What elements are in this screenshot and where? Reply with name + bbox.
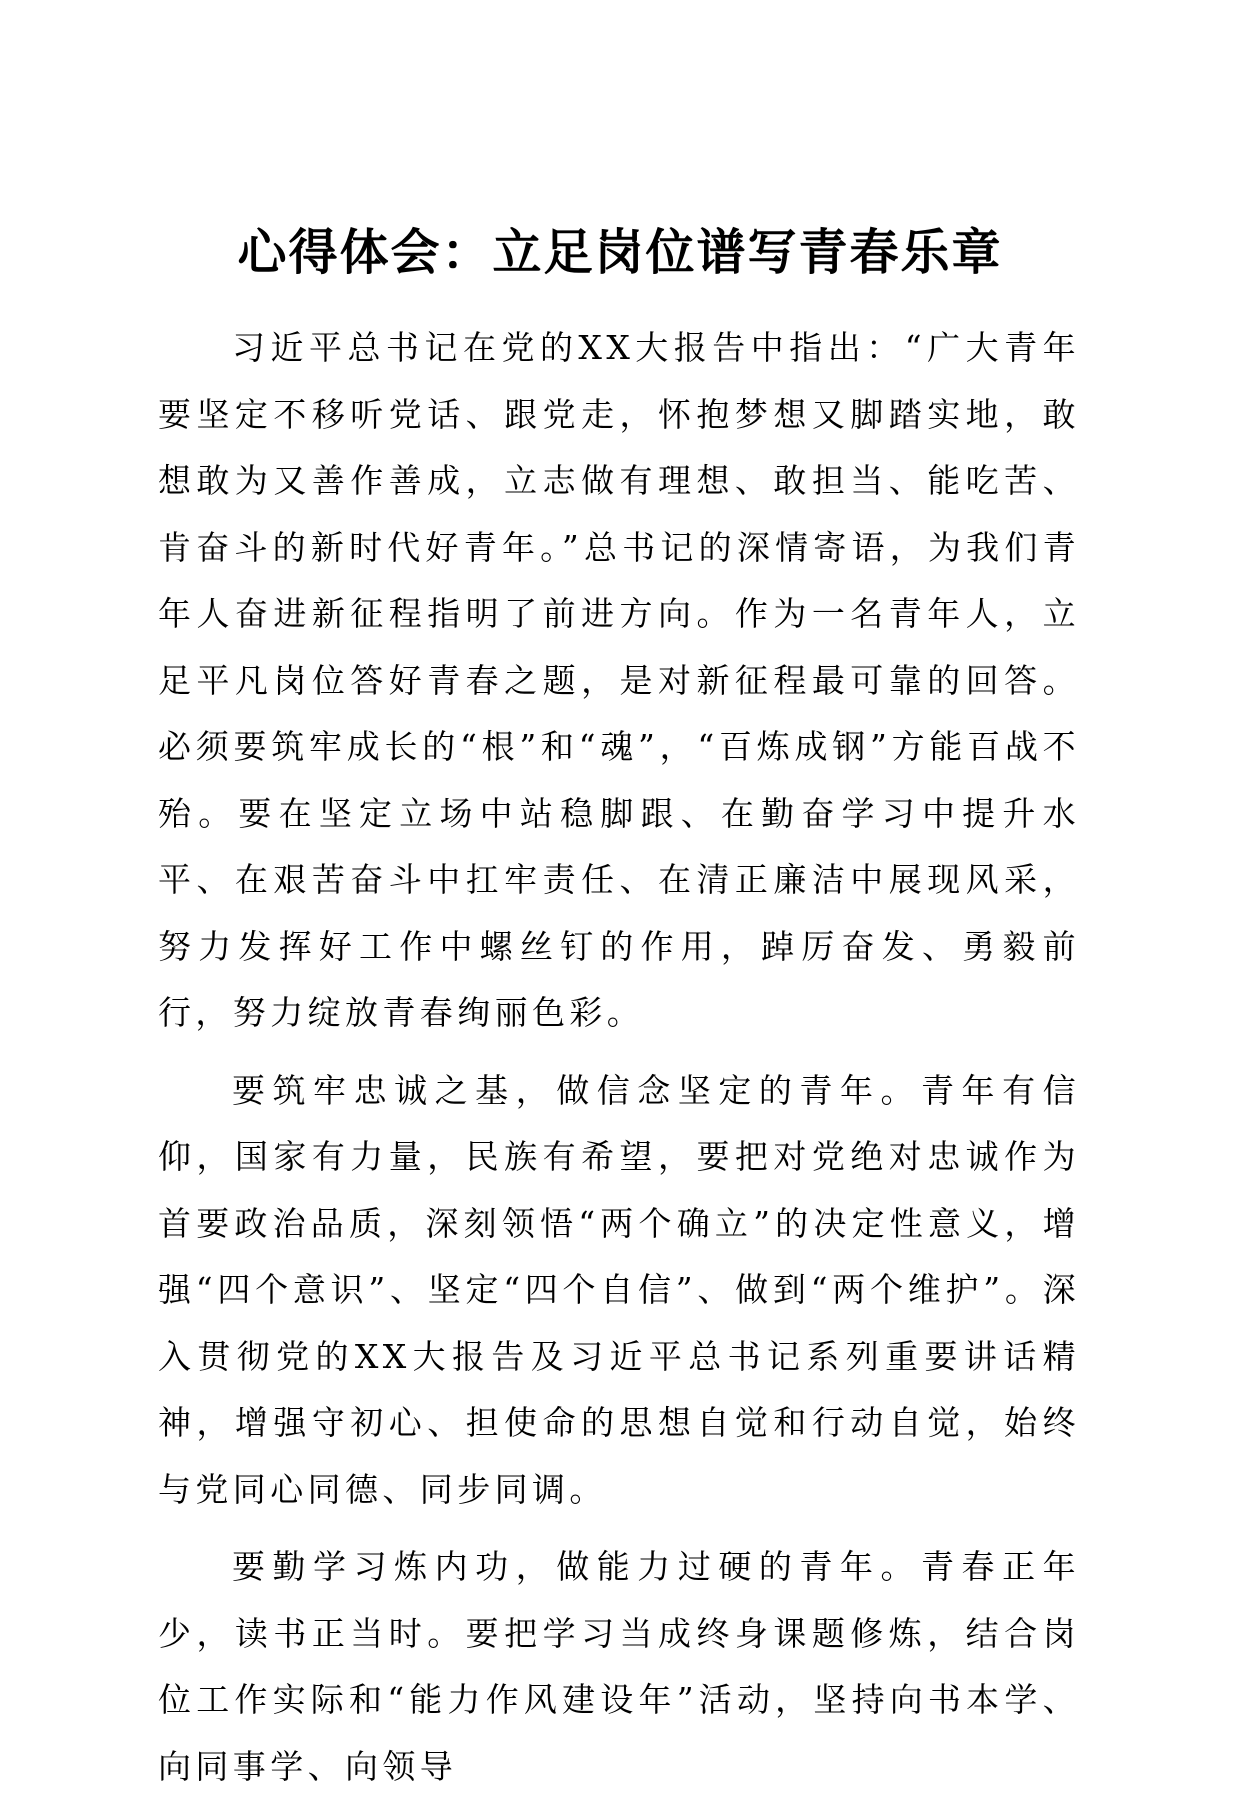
paragraph-3: 要勤学习炼内功，做能力过硬的青年。青春正年少，读书正当时。要把学习当成终身课题修炼，结合岗位工作实际和“能力作风建设年”活动，坚持向书本学、向同事学、向领导 [158,1547,1080,1786]
document-body [158,315,1080,1811]
document-title: 心得体会：立足岗位谱写青春乐章 [237,223,1003,281]
paragraph-1: 习近平总书记在党的XX大报告中指出：“广大青年要坚定不移听党话、跟党走，怀抱梦想又脚踏实地，敢想敢为又善作善成，立志做有理想、敢担当、能吃苦、肯奋斗的新时代好青年。”总书记的深情寄语，为我们青年人奋进新征程指明了前进方向。作为一名青年人，立足平凡岗位答好青春之题，是对新征程最可靠的回答。必须要筑牢成长的“根”和“魂”，“百炼成钢”方能百战不殆。要在坚定立场中站稳脚跟、在勤奋学习中提升水平、在艰苦奋斗中扛牢责任、在清正廉洁中展现风采，努力发挥好工作中螺丝钉的作用，踔厉奋发、勇毅前行，努力绽放青春绚丽色彩。 [158,328,1080,1032]
paragraph-2: 要筑牢忠诚之基，做信念坚定的青年。青年有信仰，国家有力量，民族有希望，要把对党绝对忠诚作为首要政治品质，深刻领悟“两个确立”的决定性意义，增强“四个意识”、坚定“四个自信”、做到“两个维护”。深入贯彻党的XX大报告及习近平总书记系列重要讲话精神，增强守初心、担使命的思想自觉和行动自觉，始终与党同心同德、同步同调。 [158,1070,1080,1509]
